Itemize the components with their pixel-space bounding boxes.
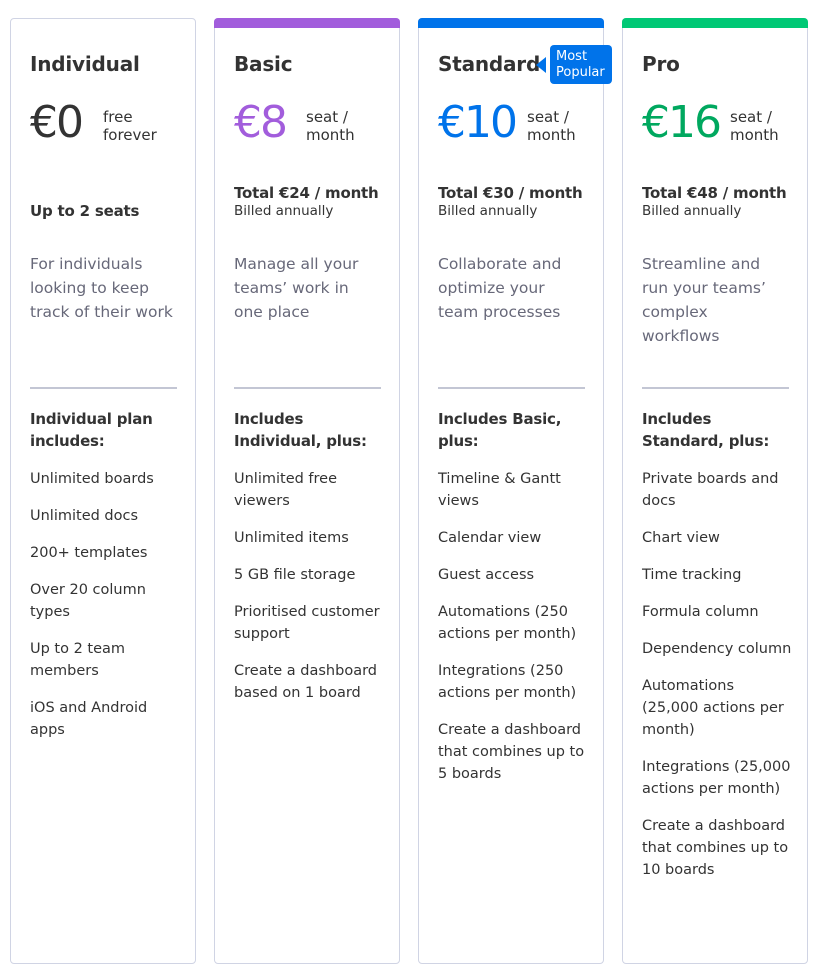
includes-title: Individual plan includes: bbox=[30, 410, 153, 450]
billing-period: Billed annually bbox=[438, 203, 538, 219]
badge-label-line1: Most bbox=[556, 49, 588, 64]
feature-item: Unlimited free viewers bbox=[234, 471, 338, 509]
feature-item: Time tracking bbox=[642, 567, 742, 583]
divider bbox=[438, 387, 585, 389]
seats-limit: Up to 2 seats bbox=[30, 202, 140, 220]
feature-item: iOS and Android apps bbox=[30, 700, 148, 738]
price-row bbox=[438, 99, 585, 149]
price-unit bbox=[730, 108, 779, 144]
price-unit bbox=[103, 108, 157, 144]
total-price: Total €48 / month bbox=[642, 184, 787, 202]
price-unit-line1: seat / bbox=[527, 108, 569, 126]
billing-period: Billed annually bbox=[642, 203, 742, 219]
feature-list bbox=[438, 468, 589, 800]
plan-card-basic[interactable] bbox=[214, 18, 400, 964]
feature-list bbox=[642, 468, 793, 896]
plan-card-individual[interactable] bbox=[10, 18, 196, 964]
price-unit-line1: free bbox=[103, 108, 133, 126]
plan-name: Basic bbox=[234, 52, 293, 76]
plan-description: Streamline and run your teams’ complex workflows bbox=[642, 255, 766, 345]
includes-title: Includes Individual, plus: bbox=[234, 410, 367, 450]
feature-item: Automations (250 actions per month) bbox=[438, 604, 577, 642]
most-popular-badge bbox=[550, 45, 612, 84]
billing-period: Billed annually bbox=[234, 203, 334, 219]
total-price: Total €30 / month bbox=[438, 184, 583, 202]
price: €10 bbox=[438, 97, 516, 148]
feature-item: Private boards and docs bbox=[642, 471, 779, 509]
plan-name: Individual bbox=[30, 52, 140, 76]
feature-item: Unlimited items bbox=[234, 530, 349, 546]
feature-item: Chart view bbox=[642, 530, 720, 546]
feature-item: Unlimited boards bbox=[30, 471, 154, 487]
plan-card-pro[interactable] bbox=[622, 18, 808, 964]
total-price: Total €24 / month bbox=[234, 184, 379, 202]
plan-name: Pro bbox=[642, 52, 680, 76]
plan-name: Standard bbox=[438, 52, 541, 76]
feature-item: Create a dashboard based on 1 board bbox=[234, 663, 377, 701]
plan-description: For individuals looking to keep track of their work bbox=[30, 255, 173, 321]
feature-item: Calendar view bbox=[438, 530, 542, 546]
price-unit-line2: month bbox=[527, 126, 576, 144]
feature-item: Prioritised customer support bbox=[234, 604, 380, 642]
plan-card-standard[interactable] bbox=[418, 18, 604, 964]
feature-item: Over 20 column types bbox=[30, 582, 146, 620]
price-unit bbox=[306, 108, 355, 144]
feature-item: Automations (25,000 actions per month) bbox=[642, 678, 784, 738]
price-row bbox=[642, 99, 789, 149]
price-unit bbox=[527, 108, 576, 144]
feature-list bbox=[30, 468, 181, 756]
plan-color-bar bbox=[622, 18, 808, 28]
price-unit-line1: seat / bbox=[730, 108, 772, 126]
price-row bbox=[30, 99, 177, 149]
price-unit-line2: forever bbox=[103, 126, 157, 144]
divider bbox=[30, 387, 177, 389]
plan-description: Collaborate and optimize your team processes bbox=[438, 255, 562, 321]
price-unit-line2: month bbox=[306, 126, 355, 144]
feature-item: Timeline & Gantt views bbox=[438, 471, 561, 509]
feature-item: Integrations (25,000 actions per month) bbox=[642, 759, 791, 797]
feature-item: Unlimited docs bbox=[30, 508, 139, 524]
includes-title: Includes Standard, plus: bbox=[642, 410, 770, 450]
feature-item: 5 GB file storage bbox=[234, 567, 356, 583]
feature-item: Formula column bbox=[642, 604, 759, 620]
feature-item: Integrations (250 actions per month) bbox=[438, 663, 577, 701]
price-unit-line1: seat / bbox=[306, 108, 348, 126]
badge-label-line2: Popular bbox=[556, 65, 605, 80]
price-row bbox=[234, 99, 381, 149]
price: €16 bbox=[642, 97, 720, 148]
includes-title: Includes Basic, plus: bbox=[438, 410, 562, 450]
plan-color-bar bbox=[418, 18, 604, 28]
feature-item: Create a dashboard that combines up to 10 boards bbox=[642, 818, 789, 878]
plan-color-bar bbox=[214, 18, 400, 28]
feature-item: Guest access bbox=[438, 567, 535, 583]
badge-pointer bbox=[536, 57, 546, 73]
price-unit-line2: month bbox=[730, 126, 779, 144]
plan-description: Manage all your teams’ work in one place bbox=[234, 255, 359, 321]
feature-list bbox=[234, 468, 385, 719]
price: €0 bbox=[30, 97, 82, 148]
divider bbox=[642, 387, 789, 389]
feature-item: Dependency column bbox=[642, 641, 792, 657]
divider bbox=[234, 387, 381, 389]
feature-item: Up to 2 team members bbox=[30, 641, 126, 679]
price: €8 bbox=[234, 97, 286, 148]
feature-item: Create a dashboard that combines up to 5 boards bbox=[438, 722, 585, 782]
feature-item: 200+ templates bbox=[30, 545, 148, 561]
